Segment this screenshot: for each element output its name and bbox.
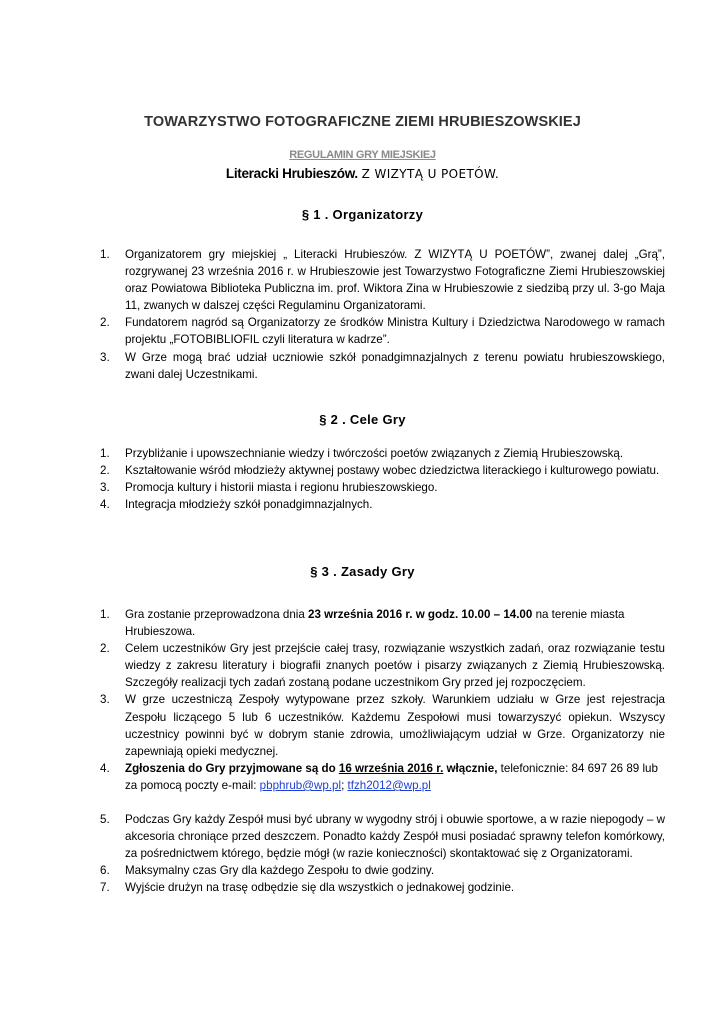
item-text: Organizatorem gry miejskiej „ Literacki Hrubieszów. Z WIZYTĄ U POETÓW”, zwanej dalej „Grą”, rozgrywanej 23 września 2016 r. w Hrubieszowie jest Towarzystwo Fotograficzne Ziemi Hrubieszowskiej oraz Powiatowa Biblioteka Publiczna im. prof. Wiktora Zina w Hrubieszowie z siedzibą przy ul. 3-go Maja 11, zwanych w dalszej części Regulaminu Organizatorami. (125, 248, 665, 313)
game-date: 23 września 2016 r. (308, 608, 413, 621)
item-number: 5. (100, 813, 110, 827)
list-item (100, 811, 665, 862)
list-item (100, 314, 665, 348)
item-text: Zgłoszenia do Gry przyjmowane są do (125, 761, 339, 775)
item-text: Podczas Gry każdy Zespół musi być ubrany w wygodny strój i obuwie sportowe, a w razie niepogody – w akcesoria chroniące przed deszczem. Ponadto każdy Zespół musi posiadać sprawny telefon komórkowy, za pośrednictwem którego, będzie mógł (w razie konieczności) skontaktować się z Organizatorami. (125, 813, 665, 861)
item-number: 6. (100, 864, 110, 878)
email-link-pbphrub[interactable]: pbphrub@wp.pl (259, 778, 342, 792)
item-number: 4. (100, 498, 110, 512)
list-item (100, 445, 665, 462)
separator: ; (341, 778, 348, 792)
list-item (100, 496, 665, 513)
item-number: 3. (100, 350, 110, 364)
item-text: Promocja kultury i historii miasta i regionu hrubieszowskiego. (125, 481, 438, 495)
email-link-tfzh[interactable]: tfzh2012@wp.pl (347, 778, 431, 792)
item-text: Celem uczestników Gry jest przejście całej trasy, rozwiązanie wszystkich zadań, oraz rozwiązanie testu wiedzy z zakresu literatury i biografii znanych poetów i pisarzy związanych z Ziemią Hrubieszowską. Szczegóły realizacji tych zadań zostaną podane uczestnikom Gry przed jej rozpoczęciem. (125, 642, 665, 690)
registration-deadline: 16 września 2016 r. (338, 761, 444, 775)
item-number: 1. (100, 248, 110, 261)
item-number: 7. (100, 881, 110, 895)
game-name-rest: Z WIZYTĄ U POETÓW. (361, 167, 500, 181)
item-text: Kształtowanie wśród młodzieży aktywnej postawy wobec dziedzictwa literackiego i kulturowego powiatu. (125, 464, 660, 478)
item-number: 2. (100, 316, 110, 330)
list-item (100, 760, 665, 794)
list-item (100, 462, 665, 479)
section-1-list (100, 246, 665, 383)
list-item (100, 879, 665, 896)
item-text: W grze uczestniczą Zespoły wytypowane przez szkoły. Warunkiem udziału w Grze jest rejestracja Zespołu liczącego 5 lub 6 uczestników. Każdemu Zespołowi musi towarzyszyć opiekun. Wszyscy uczestnicy powinni być w dobrym stanie zdrowia, umożliwiającym udział w Grze. Organizatorzy nie zapewniają opieki medycznej. (125, 693, 665, 758)
item-text: Wyjście drużyn na trasę odbędzie się dla wszystkich o jednakowej godzinie. (125, 881, 515, 895)
section-3-list (100, 606, 665, 897)
list-item (100, 606, 665, 640)
item-text: Integracja młodzieży szkół ponadgimnazjalnych. (125, 498, 373, 512)
regulation-subtitle: REGULAMIN GRY MIEJSKIEJ (289, 149, 436, 161)
item-number: 3. (100, 481, 110, 495)
item-number: 2. (100, 464, 110, 478)
item-text: telefonicznie: 84 697 26 89 lub za pomocą poczty e-mail: (125, 761, 658, 792)
item-text: włącznie, (443, 761, 498, 775)
game-name-bold: Literacki Hrubieszów. (225, 166, 358, 181)
item-text: Przybliżanie i upowszechnianie wiedzy i twórczości poetów związanych z Ziemią Hrubieszowską. (125, 447, 624, 460)
list-item (100, 862, 665, 879)
item-text: Fundatorem nagród są Organizatorzy ze środków Ministra Kultury i Dziedzictwa Narodowego w ramach projektu „FOTOBIBLIOFIL czyli literatura w kadrze”. (125, 316, 665, 347)
section-3-heading: § 3 . Zasady Gry (310, 564, 415, 579)
item-text: Gra zostanie przeprowadzona dnia (125, 608, 309, 621)
list-item (100, 640, 665, 691)
list-item (100, 349, 665, 383)
game-name (0, 166, 725, 181)
item-text: na terenie miasta Hrubieszowa. (125, 608, 625, 639)
list-item (100, 479, 665, 496)
item-number: 2. (100, 642, 110, 656)
item-number: 3. (100, 693, 110, 707)
item-text: W Grze mogą brać udział uczniowie szkół ponadgimnazjalnych z terenu powiatu hrubieszowskiego, zwani dalej Uczestnikami. (125, 350, 665, 381)
list-item (100, 246, 665, 314)
item-number: 1. (100, 608, 110, 621)
list-item (100, 691, 665, 759)
section-2-heading: § 2 . Cele Gry (319, 412, 406, 427)
item-text: Maksymalny czas Gry dla każdego Zespołu to dwie godziny. (125, 864, 435, 878)
section-1-heading: § 1 . Organizatorzy (301, 207, 424, 222)
item-number: 4. (100, 761, 110, 775)
organization-title: TOWARZYSTWO FOTOGRAFICZNE ZIEMI HRUBIESZOWSKIEJ (144, 114, 581, 130)
section-2-list (100, 445, 665, 513)
game-hours: w godz. 10.00 – 14.00 (412, 608, 533, 621)
item-number: 1. (100, 447, 110, 460)
